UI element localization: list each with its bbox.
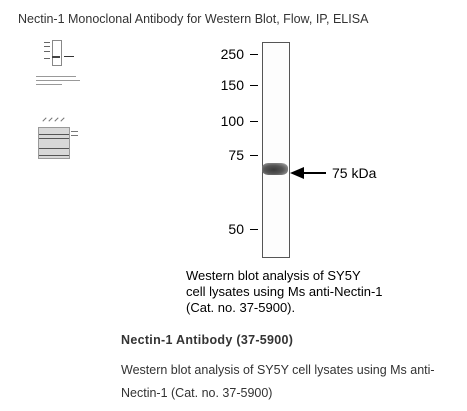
- figure-caption-line: cell lysates using Ms anti-Nectin-1: [186, 284, 383, 299]
- thumbnail-tick: [44, 58, 50, 59]
- marker-dash: [250, 121, 258, 122]
- arrow-shaft: [302, 172, 326, 174]
- thumbnail-tick: [44, 46, 50, 47]
- thumbnail-lane-label: [54, 117, 58, 121]
- figure-caption-line: (Cat. no. 37-5900).: [186, 300, 296, 315]
- blot-lane: [262, 42, 290, 258]
- thumbnail-tick: [44, 51, 50, 52]
- thumbnail-band: [52, 56, 60, 58]
- thumbnail-band: [39, 155, 69, 156]
- thumbnail-caption-line: [36, 80, 80, 81]
- marker-label-150: 150: [220, 77, 244, 93]
- thumbnail-caption-line: [36, 76, 76, 77]
- thumbnail-marker-line: [71, 135, 78, 136]
- thumbnail-band: [39, 148, 69, 149]
- thumbnail-lane-label: [42, 117, 46, 121]
- band-size-label: 75 kDa: [332, 165, 377, 181]
- description-line: Nectin-1 (Cat. no. 37-5900): [121, 386, 273, 400]
- product-description: [121, 359, 461, 405]
- thumbnail-marker-line: [71, 131, 78, 132]
- marker-label-250: 250: [220, 46, 244, 62]
- figure-caption: [186, 268, 416, 316]
- marker-dash: [250, 85, 258, 86]
- marker-label-50: 50: [228, 221, 244, 237]
- thumbnail-arrow: [64, 56, 74, 57]
- thumbnail-western-blot-1[interactable]: [30, 36, 86, 108]
- protein-band: [262, 163, 288, 175]
- thumbnail-band: [39, 138, 69, 139]
- description-line: Western blot analysis of SY5Y cell lysates using Ms anti-: [121, 363, 435, 377]
- thumbnail-lane-label: [60, 117, 64, 121]
- thumbnail-lane-label: [48, 117, 52, 121]
- marker-label-75: 75: [228, 147, 244, 163]
- marker-dash: [250, 54, 258, 55]
- page-title: Nectin-1 Monoclonal Antibody for Western Blot, Flow, IP, ELISA: [18, 12, 369, 26]
- thumbnail-caption-line: [36, 84, 62, 85]
- thumbnail-band: [39, 134, 69, 135]
- marker-dash: [250, 155, 258, 156]
- thumbnail-western-blot-2[interactable]: [30, 113, 86, 165]
- marker-label-100: 100: [220, 113, 244, 129]
- figure-caption-line: Western blot analysis of SY5Y: [186, 268, 361, 283]
- thumbnail-tick: [44, 42, 50, 43]
- product-heading: Nectin-1 Antibody (37-5900): [121, 333, 294, 347]
- thumbnail-blot: [38, 127, 70, 159]
- thumbnail-lane: [52, 40, 62, 66]
- marker-dash: [250, 229, 258, 230]
